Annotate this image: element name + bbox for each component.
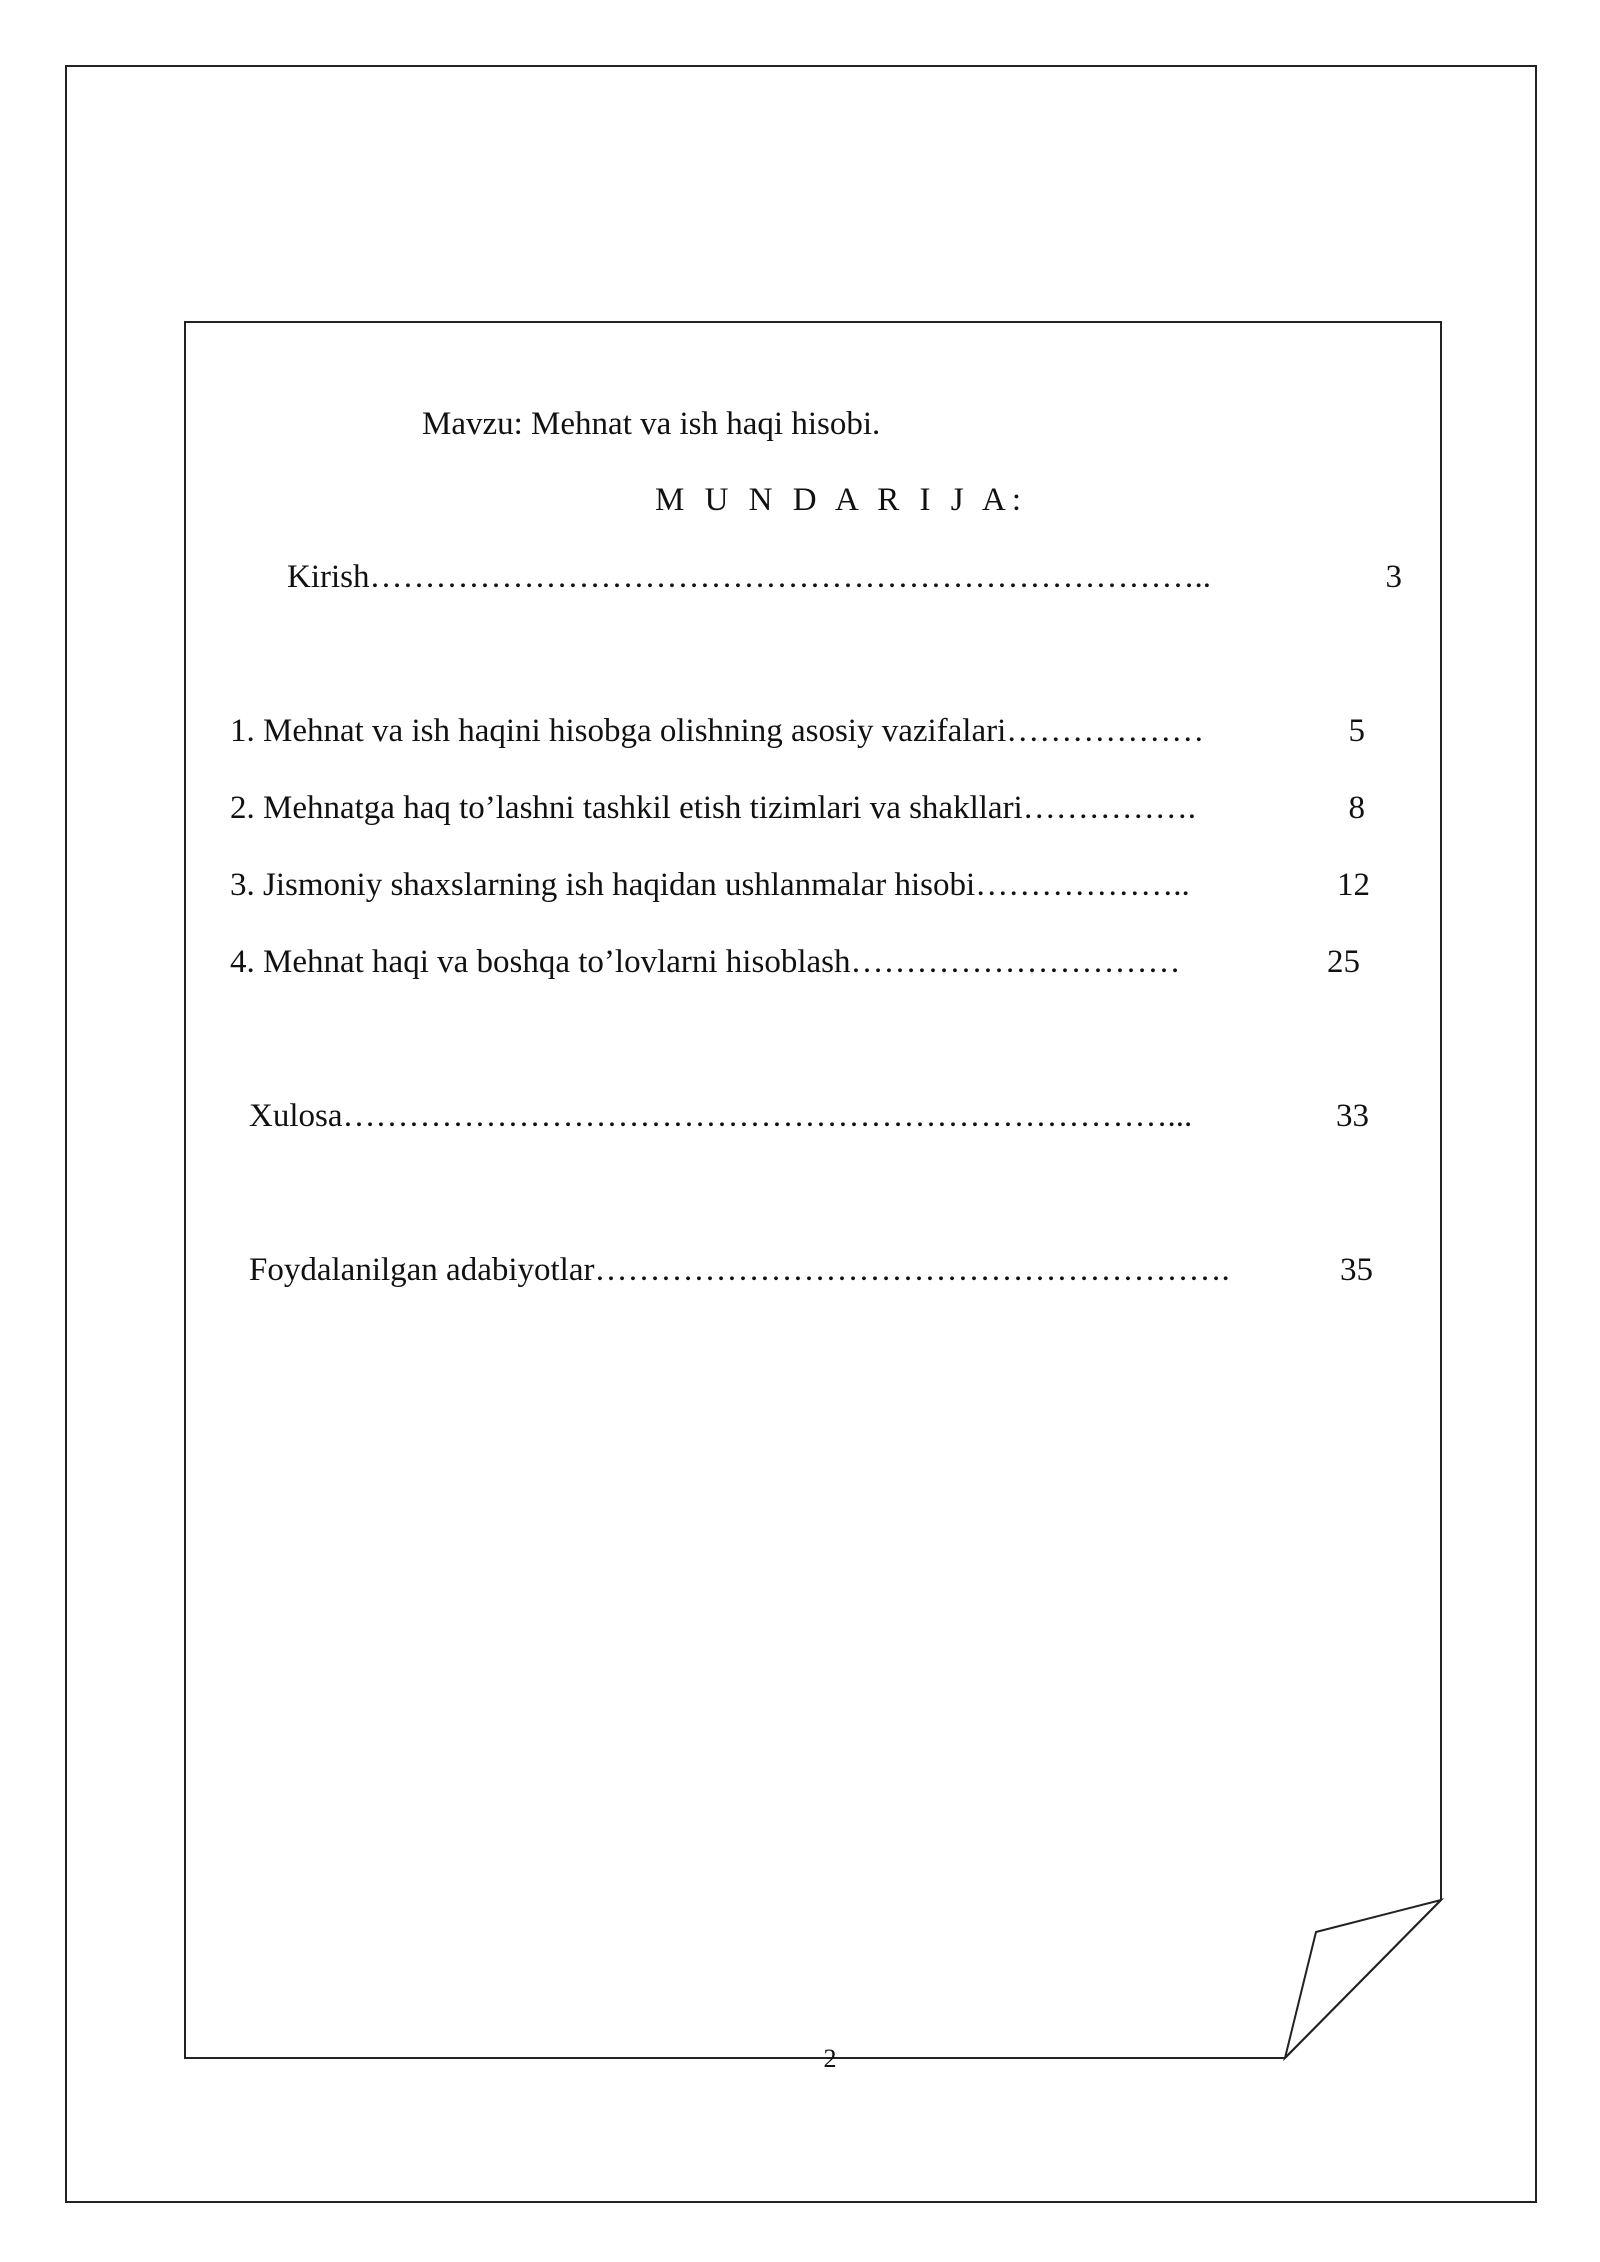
toc-entry-title: Foydalanilgan adabiyotlar — [249, 1252, 595, 1288]
toc-page-number: 25 — [1327, 944, 1360, 980]
toc-entry-chapter-3[interactable] — [230, 865, 1370, 905]
toc-page-number: 8 — [1348, 790, 1365, 826]
toc-leader-dots: ……………. — [1022, 790, 1196, 826]
toc-entry-references[interactable] — [249, 1250, 1373, 1290]
toc-entry-title: Xulosa — [249, 1098, 343, 1134]
toc-heading: M U N D A R I J A: — [655, 482, 1028, 518]
toc-entry-title: 4. Mehnat haqi va boshqa to’lovlarni hisoblash — [230, 944, 851, 980]
toc-entry-title: Kirish — [287, 559, 370, 595]
toc-leader-dots: …………………………………………………………………... — [342, 1098, 1193, 1134]
toc-page-number: 5 — [1348, 713, 1365, 749]
toc-entry-chapter-1[interactable] — [230, 711, 1365, 751]
page-number: 2 — [823, 2044, 837, 2073]
toc-entry-title: 3. Jismoniy shaxslarning ish haqidan ushlanmalar hisobi — [230, 867, 976, 903]
toc-leader-dots: ………………………………………………………………….. — [369, 559, 1211, 595]
toc-entry-chapter-4[interactable] — [230, 942, 1360, 982]
toc-leader-dots: ………………………… — [850, 944, 1181, 980]
toc-page-number: 3 — [1385, 559, 1402, 595]
toc-entry-conclusion[interactable] — [249, 1096, 1369, 1136]
toc-page-number: 33 — [1336, 1098, 1369, 1134]
toc-entry-chapter-2[interactable] — [230, 788, 1365, 828]
toc-page-number: 12 — [1337, 867, 1370, 903]
toc-leader-dots: ……………….. — [975, 867, 1190, 903]
toc-entry-title: 2. Mehnatga haq to’lashni tashkil etish tizimlari va shakllari — [230, 790, 1023, 826]
toc-leader-dots: ……………… — [1006, 713, 1205, 749]
toc-page-number: 35 — [1340, 1252, 1373, 1288]
document-topic: Mavzu: Mehnat va ish haqi hisobi. — [422, 406, 881, 442]
toc-entry-title: 1. Mehnat va ish haqini hisobga olishning asosiy vazifalari — [230, 713, 1007, 749]
toc-entry-introduction[interactable] — [287, 557, 1402, 597]
toc-leader-dots: …………………………………………………. — [594, 1252, 1230, 1288]
